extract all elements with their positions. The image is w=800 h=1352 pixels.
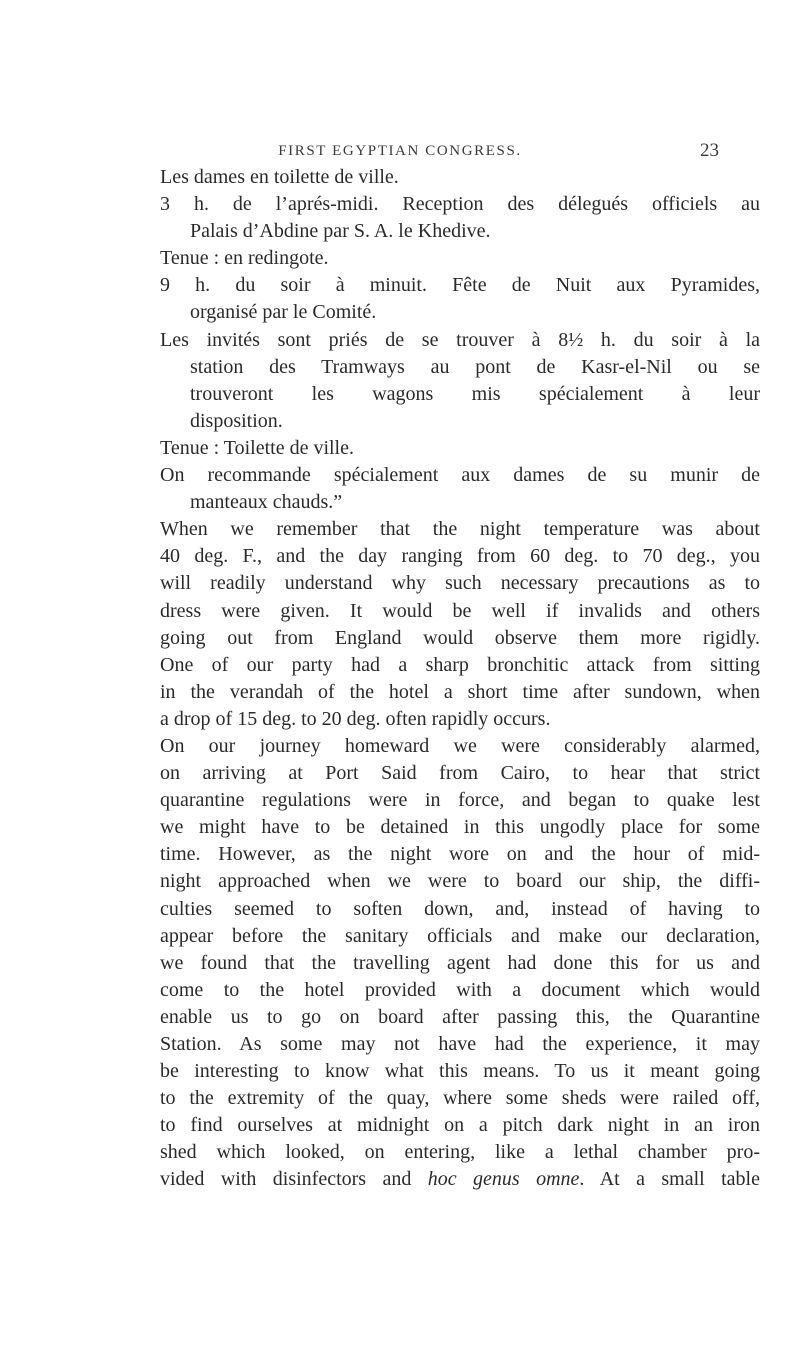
text-line: organisé par le Comité. — [190, 301, 377, 324]
text-line: time. However, as the night wore on and the hour of mid- — [160, 843, 760, 866]
text-line: When we remember that the night temperature was about — [160, 518, 760, 541]
body-text — [160, 164, 760, 1194]
text-line: be interesting to know what this means. To us it meant going — [160, 1060, 760, 1083]
text-line: we might have to be detained in this ungodly place for some — [160, 816, 760, 839]
text-line: Palais d’Abdine par S. A. le Khedive. — [190, 220, 491, 243]
text-line: On our journey homeward we were considerably alarmed, — [160, 734, 760, 757]
text-line: enable us to go on board after passing this, the Quarantine — [160, 1005, 760, 1028]
text-line: 9 h. du soir à minuit. Fête de Nuit aux Pyramides, — [160, 274, 760, 297]
text-line: to find ourselves at midnight on a pitch dark night in an iron — [160, 1114, 760, 1137]
text-line: Les dames en toilette de ville. — [160, 166, 399, 188]
text-line: 3 h. de l’aprés-midi. Reception des délegués officiels au — [160, 193, 760, 216]
text-line: Tenue : Toilette de ville. — [160, 436, 354, 459]
text-line: station des Tramways au pont de Kasr-el-Nil ou se — [190, 355, 760, 378]
text-line: manteaux chauds.” — [190, 491, 343, 514]
text-line: Les invités sont priés de se trouver à 8½ h. du soir à la — [160, 328, 760, 351]
text-line: we found that the travelling agent had done this for us and — [160, 951, 760, 974]
text-line: Station. As some may not have had the experience, it may — [160, 1033, 760, 1055]
text-line: trouveront les wagons mis spécialement à leur — [190, 382, 760, 405]
text-line: appear before the sanitary officials and make our declaration, — [160, 924, 760, 947]
text-line: disposition. — [190, 409, 283, 432]
text-line: will readily understand why such necessary precautions as to — [160, 572, 760, 595]
text-line: on arriving at Port Said from Cairo, to hear that strict — [160, 762, 760, 785]
text-line: in the verandah of the hotel a short time after sundown, when — [160, 680, 760, 703]
text-line: 40 deg. F., and the day ranging from 60 deg. to 70 deg., you — [160, 545, 760, 568]
text-line: come to the hotel provided with a document which would — [160, 978, 760, 1001]
page-number: 23 — [700, 140, 719, 161]
text-line: culties seemed to soften down, and, instead of having to — [160, 897, 760, 920]
text-line: a drop of 15 deg. to 20 deg. often rapidly occurs. — [160, 707, 551, 730]
text-segment: vided with disinfectors and — [160, 1168, 428, 1191]
text-line: Tenue : en redingote. — [160, 247, 329, 270]
italic-phrase: hoc genus omne — [427, 1168, 580, 1191]
text-line: dress were given. It would be well if invalids and others — [160, 599, 760, 622]
text-line: night approached when we were to board our ship, the diffi- — [160, 870, 760, 893]
text-line: On recommande spécialement aux dames de su munir de — [160, 464, 760, 487]
text-segment: . At a small table — [579, 1168, 760, 1191]
text-line: to the extremity of the quay, where some sheds were railed off, — [160, 1087, 760, 1110]
text-line: going out from England would observe them more rigidly. — [160, 626, 760, 649]
text-line: quarantine regulations were in force, and began to quake lest — [160, 789, 760, 812]
text-line-last — [160, 1166, 760, 1193]
text-line: One of our party had a sharp bronchitic attack from sitting — [160, 653, 760, 676]
text-line: shed which looked, on entering, like a lethal chamber pro- — [160, 1141, 760, 1164]
running-title: FIRST EGYPTIAN CONGRESS. — [278, 143, 522, 159]
